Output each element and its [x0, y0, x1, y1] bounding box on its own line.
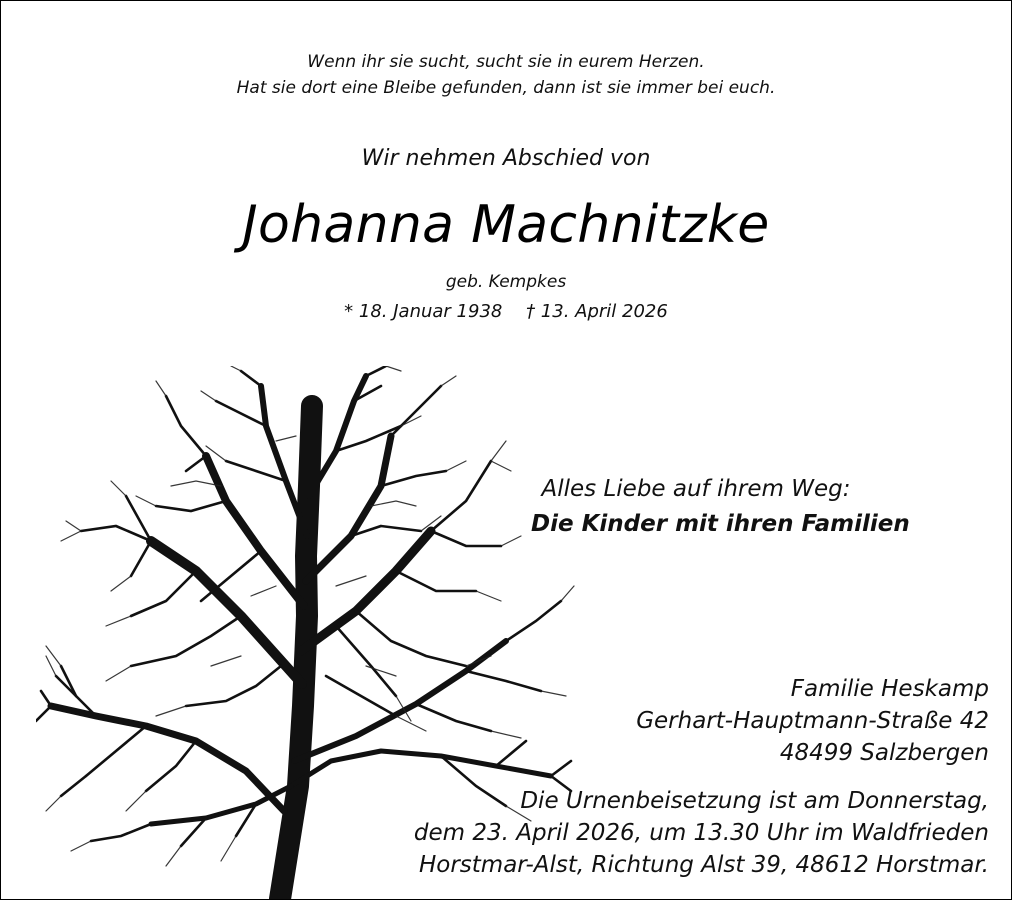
death-date: † 13. April 2026 [526, 301, 668, 322]
address-family: Familie Heskamp [790, 676, 989, 702]
contact-address [636, 673, 989, 769]
quote-line-1: Wenn ihr sie sucht, sucht sie in eurem Herzen. [307, 52, 705, 72]
funeral-line-3: Horstmar-Alst, Richtung Alst 39, 48612 Horstmar. [418, 852, 989, 878]
family-signature: Die Kinder mit ihren Familien [531, 511, 910, 537]
birth-name: geb. Kempkes [445, 272, 567, 292]
quote-line-2: Hat sie dort eine Bleibe gefunden, dann ist sie immer bei euch. [236, 78, 776, 98]
funeral-line-2: dem 23. April 2026, um 13.30 Uhr im Waldfrieden [413, 820, 989, 846]
intro-text: Wir nehmen Abschied von [361, 146, 651, 171]
funeral-line-1: Die Urnenbeisetzung ist am Donnerstag, [520, 788, 989, 814]
funeral-info [414, 785, 989, 881]
farewell-message: Alles Liebe auf ihrem Weg: [541, 476, 851, 502]
address-city: 48499 Salzbergen [779, 740, 989, 766]
life-dates [1, 301, 1011, 322]
deceased-name: Johanna Machnitzke [242, 195, 770, 255]
address-street: Gerhart-Hauptmann-Straße 42 [636, 708, 989, 734]
birth-date: * 18. Januar 1938 [344, 301, 503, 322]
